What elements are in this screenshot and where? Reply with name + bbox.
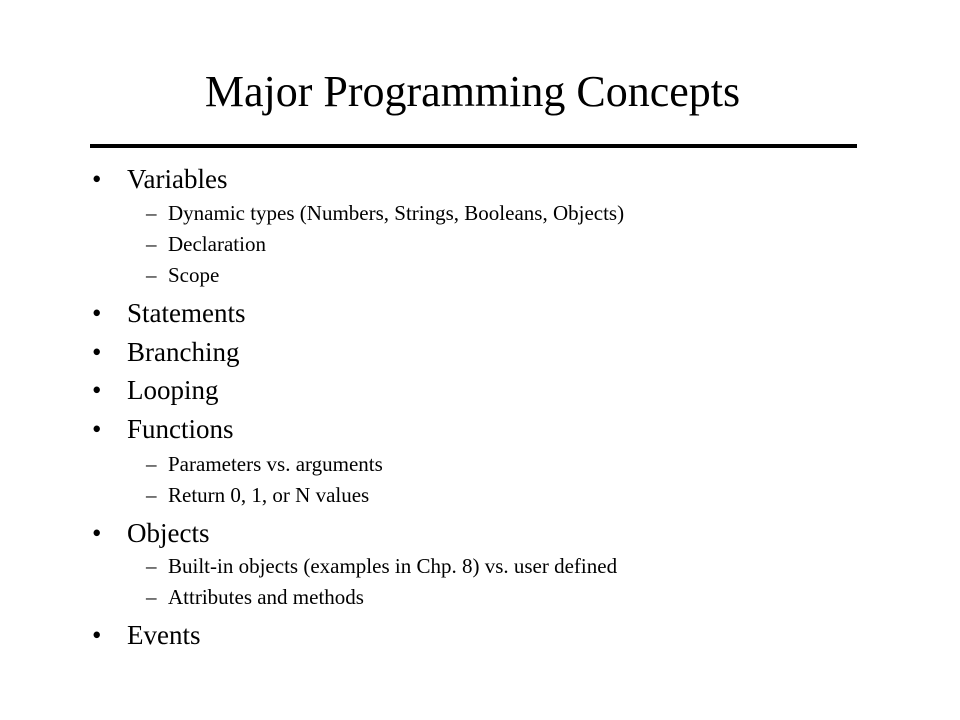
bullet-item-variables <box>92 162 227 196</box>
sub-item-label: Scope <box>168 263 220 287</box>
bullet-item-looping <box>92 373 219 407</box>
title-divider <box>90 144 857 148</box>
bullet-label: Variables <box>127 164 228 194</box>
bullet-label: Statements <box>127 298 246 328</box>
bullet-label: Branching <box>127 337 240 367</box>
sub-marker: – <box>146 585 157 609</box>
sub-item <box>146 451 383 478</box>
sub-item <box>146 231 266 258</box>
bullet-item-statements <box>92 296 245 330</box>
sub-item-label: Attributes and methods <box>168 585 364 609</box>
sub-item <box>146 262 219 289</box>
bullet-marker: • <box>92 375 102 405</box>
bullet-marker: • <box>92 337 102 367</box>
bullet-item-objects <box>92 516 209 550</box>
bullet-label: Objects <box>127 518 210 548</box>
sub-item-label: Declaration <box>168 232 266 256</box>
sub-marker: – <box>146 452 157 476</box>
slide-title: Major Programming Concepts <box>204 67 741 116</box>
sub-item <box>146 200 624 227</box>
bullet-marker: • <box>92 414 102 444</box>
bullet-marker: • <box>92 620 102 650</box>
sub-item-label: Return 0, 1, or N values <box>168 483 370 507</box>
sub-item-label: Built-in objects (examples in Chp. 8) vs. user defined <box>168 554 618 578</box>
bullet-marker: • <box>92 164 102 194</box>
sub-item <box>146 584 364 611</box>
sub-item <box>146 482 369 509</box>
bullet-item-functions <box>92 412 234 446</box>
bullet-label: Looping <box>127 375 219 405</box>
bullet-label: Events <box>127 620 201 650</box>
bullet-item-branching <box>92 335 239 369</box>
sub-item <box>146 553 617 580</box>
sub-marker: – <box>146 201 157 225</box>
bullet-marker: • <box>92 518 102 548</box>
bullet-label: Functions <box>127 414 234 444</box>
sub-item-label: Dynamic types (Numbers, Strings, Booleans, Objects) <box>168 201 625 225</box>
sub-marker: – <box>146 554 157 578</box>
sub-marker: – <box>146 483 157 507</box>
sub-marker: – <box>146 232 157 256</box>
bullet-item-events <box>92 618 201 652</box>
sub-item-label: Parameters vs. arguments <box>168 452 383 476</box>
sub-marker: – <box>146 263 157 287</box>
bullet-marker: • <box>92 298 102 328</box>
